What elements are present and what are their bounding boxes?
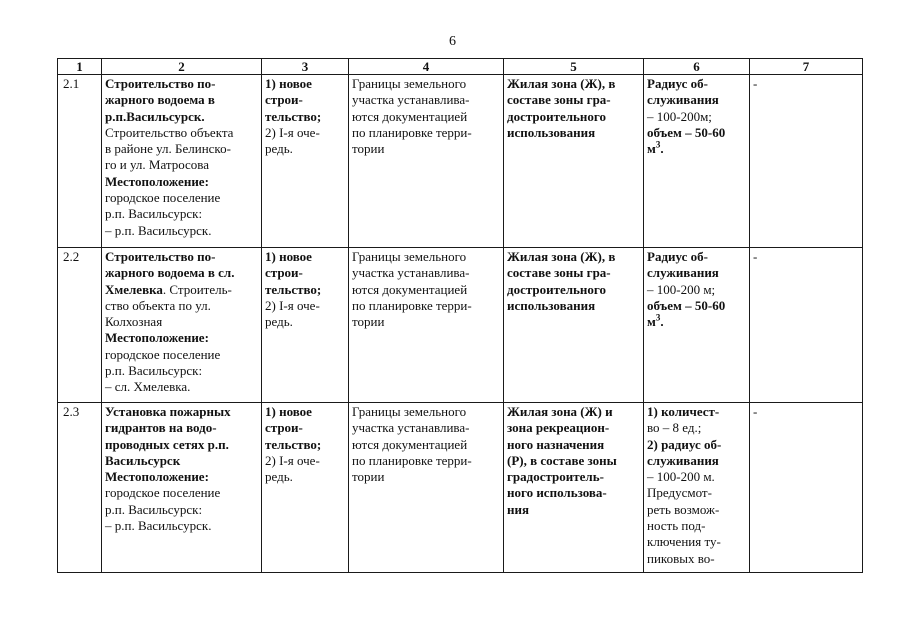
object-cell [102,75,262,248]
params-text: – 100-200 м. [647,469,715,485]
params-cell [644,75,750,248]
boundaries-text: ются документацией [352,108,468,124]
location-label: Местоположение: [105,469,209,485]
params-text: служивания [647,265,719,281]
boundaries-text: участка устанавлива- [352,265,470,281]
unit-superscript: 3 [655,139,661,150]
zone-text: составе зоны гра- [507,92,611,108]
table-header-row [58,59,863,75]
boundaries-text: тории [352,314,385,330]
page-number: 6 [449,34,456,49]
stage-text: 2) I-я оче- [265,297,320,313]
boundaries-cell [349,403,504,573]
boundaries-cell [349,75,504,248]
params-text: Радиус об- [647,249,708,264]
zone-text: достроительного [507,281,607,297]
params-text: реть возмож- [647,501,720,517]
zone-text: ного назначения [507,436,605,452]
header-col-5: 5 [504,59,644,75]
header-col-4: 4 [349,59,504,75]
boundaries-text: Границы земельного [352,249,467,264]
object-description: ство объекта по ул. [105,297,211,313]
stage-text: 1) новое [265,404,312,419]
params-text: 1) количест- [647,404,720,419]
zone-text: (Р), в составе зоны [507,452,617,468]
unit-text: м [647,314,656,330]
boundaries-text: тории [352,469,385,485]
row-number: 2.2 [58,248,102,403]
zone-text: ния [507,501,530,517]
table-row [58,75,863,248]
zone-text: использования [507,297,596,313]
zone-text: градостроитель- [507,469,604,485]
zone-text: ного использова- [507,485,607,501]
params-unit [647,314,746,330]
object-description: го и ул. Матросова [105,157,210,173]
object-description: Колхозная [105,314,163,330]
object-title: проводных сетях р.п. [105,436,229,452]
table-row [58,248,863,403]
stage-text: строи- [265,420,303,436]
col7-text: - [753,404,758,419]
unit-tail: . [660,141,664,157]
stage-text: 1) новое [265,249,312,264]
col7-text: - [753,76,758,91]
stage-text: 1) новое [265,76,312,91]
stage-text: строи- [265,92,303,108]
zone-cell [504,403,644,573]
params-text: 2) радиус об- [647,436,722,452]
stage-text: редь. [265,469,293,485]
zone-text: использования [507,124,596,140]
location-text: – р.п. Васильсурск. [105,222,212,238]
row-number: 2.1 [58,75,102,248]
unit-superscript: 3 [655,312,661,323]
object-title: Строительство по- [105,76,216,91]
object-title: гидрантов на водо- [105,420,217,436]
params-cell [644,403,750,573]
col7-cell [750,248,863,403]
location-text: р.п. Васильсурск: [105,206,203,222]
boundaries-cell [349,248,504,403]
zone-text: Жилая зона (Ж), в [507,76,616,91]
col7-cell [750,75,863,248]
stage-text: 2) I-я оче- [265,452,320,468]
col7-cell [750,403,863,573]
zone-text: зона рекреацион- [507,420,610,436]
boundaries-text: Границы земельного [352,76,467,91]
header-col-2: 2 [102,59,262,75]
stage-text: строи- [265,265,303,281]
zone-text: Жилая зона (Ж) и [507,404,613,419]
object-title: Строительство по- [105,249,216,264]
params-text: во – 8 ед.; [647,420,702,436]
stage-cell [262,75,349,248]
params-text: объем – 50-60 [647,124,726,140]
stage-cell [262,403,349,573]
params-text: Предусмот- [647,485,712,501]
object-description: . Строитель- [162,281,232,297]
stage-text: 2) I-я оче- [265,124,320,140]
params-text: объем – 50-60 [647,297,726,313]
location-text: – сл. Хмелевка. [105,379,191,395]
stage-cell [262,248,349,403]
header-col-1: 1 [58,59,102,75]
location-text: городское поселение [105,190,221,206]
params-text: – 100-200 м; [647,281,716,297]
object-description: в районе ул. Белинско- [105,141,231,157]
params-text: ность под- [647,518,706,534]
object-cell [102,248,262,403]
boundaries-text: участка устанавлива- [352,92,470,108]
boundaries-text: по планировке терри- [352,452,472,468]
location-text: городское поселение [105,346,221,362]
boundaries-text: по планировке терри- [352,297,472,313]
boundaries-text: тории [352,141,385,157]
boundaries-text: ются документацией [352,281,468,297]
table-row [58,403,863,573]
col7-text: - [753,249,758,264]
object-cell [102,403,262,573]
object-title: жарного водоема в [105,92,215,108]
stage-text: тельство; [265,436,322,452]
boundaries-text: Границы земельного [352,404,467,419]
stage-text: редь. [265,141,293,157]
zone-cell [504,75,644,248]
location-label: Местоположение: [105,330,209,346]
object-description: Строительство объекта [105,124,234,140]
params-text: ключения ту- [647,534,721,550]
header-col-6: 6 [644,59,750,75]
params-text: служивания [647,92,719,108]
zone-text: достроительного [507,108,607,124]
params-text: Радиус об- [647,76,708,91]
stage-text: тельство; [265,108,322,124]
header-col-7: 7 [750,59,863,75]
object-title: жарного водоема в сл. [105,265,235,281]
params-cell [644,248,750,403]
zone-cell [504,248,644,403]
params-text: пиковых во- [647,550,715,566]
unit-tail: . [660,314,664,330]
planning-table [57,58,863,573]
stage-text: редь. [265,314,293,330]
location-text: городское поселение [105,485,221,501]
stage-text: тельство; [265,281,322,297]
unit-text: м [647,141,656,157]
zone-text: Жилая зона (Ж), в [507,249,616,264]
location-text: р.п. Васильсурск: [105,363,203,379]
location-text: р.п. Васильсурск: [105,501,203,517]
location-text: – р.п. Васильсурск. [105,518,212,534]
params-unit [647,141,746,157]
boundaries-text: участка устанавлива- [352,420,470,436]
header-col-3: 3 [262,59,349,75]
object-title: р.п.Васильсурск. [105,108,205,124]
location-label: Местоположение: [105,173,209,189]
object-title: Васильсурск [105,452,181,468]
params-text: служивания [647,452,719,468]
params-text: – 100-200м; [647,108,712,124]
boundaries-text: по планировке терри- [352,124,472,140]
boundaries-text: ются документацией [352,436,468,452]
object-title: Хмелевка [105,281,163,297]
row-number: 2.3 [58,403,102,573]
zone-text: составе зоны гра- [507,265,611,281]
object-title: Установка пожарных [105,404,231,419]
object-title-line [105,282,258,298]
